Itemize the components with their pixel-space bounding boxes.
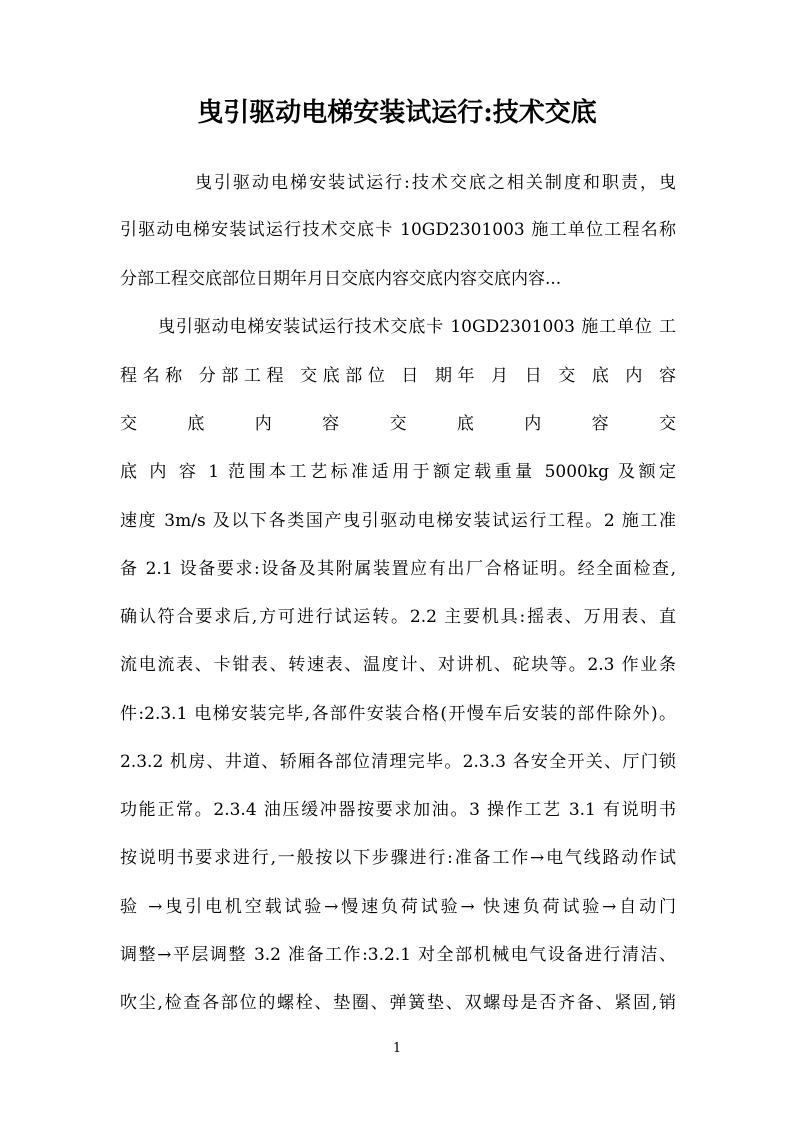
body-line-3: 分部工程交底部位日期年月日交底内容交底内容交底内容...: [120, 269, 562, 289]
body-line-6: 交 底 内 容 交 底 内 容 交: [120, 414, 676, 434]
body-line-8: 速度 3m/s 及以下各类国产曳引驱动电梯安装试运行工程。2 施工准: [120, 511, 676, 531]
body-line-4: 曳引驱动电梯安装试运行技术交底卡 10GD2301003 施工单位 工: [158, 317, 676, 337]
body-line-13: 2.3.2 机房、井道、轿厢各部位清理完毕。2.3.3 各安全开关、厅门锁: [120, 752, 676, 772]
body-line-12: 件:2.3.1 电梯安装完毕,各部件安装合格(开慢车后安装的部件除外)。: [120, 704, 676, 724]
body-line-15: 按说明书要求进行,一般按以下步骤进行:准备工作→电气线路动作试: [120, 848, 676, 868]
body-line-14: 功能正常。2.3.4 油压缓冲器按要求加油。3 操作工艺 3.1 有说明书: [120, 800, 676, 820]
body-line-2: 引驱动电梯安装试运行技术交底卡 10GD2301003 施工单位工程名称: [120, 220, 676, 240]
page-number: 1: [392, 1041, 402, 1056]
body-line-16: 验 →曳引电机空载试验→慢速负荷试验→ 快速负荷试验→自动门: [120, 897, 676, 917]
body-line-17: 调整→平层调整 3.2 准备工作:3.2.1 对全部机械电气设备进行清洁、: [120, 945, 676, 965]
body-line-11: 流电流表、卡钳表、转速表、温度计、对讲机、砣块等。2.3 作业条: [120, 655, 676, 675]
body-line-10: 确认符合要求后,方可进行试运转。2.2 主要机具:摇表、万用表、直: [120, 607, 676, 627]
body-line-7: 底 内 容 1 范围本工艺标准适用于额定载重量 5000kg 及额定: [120, 462, 676, 482]
document-title: 曳引驱动电梯安装试运行:技术交底: [197, 98, 597, 128]
body-line-9: 备 2.1 设备要求:设备及其附属装置应有出厂合格证明。经全面检查,: [120, 559, 676, 579]
body-line-1: 曳引驱动电梯安装试运行:技术交底之相关制度和职责，曳: [195, 173, 676, 193]
body-line-5: 程名称 分部工程 交底部位 日 期年 月 日 交 底 内 容: [120, 366, 676, 386]
body-line-18: 吹尘,检查各部位的螺栓、垫圈、弹簧垫、双螺母是否齐备、紧固,销: [120, 993, 676, 1013]
